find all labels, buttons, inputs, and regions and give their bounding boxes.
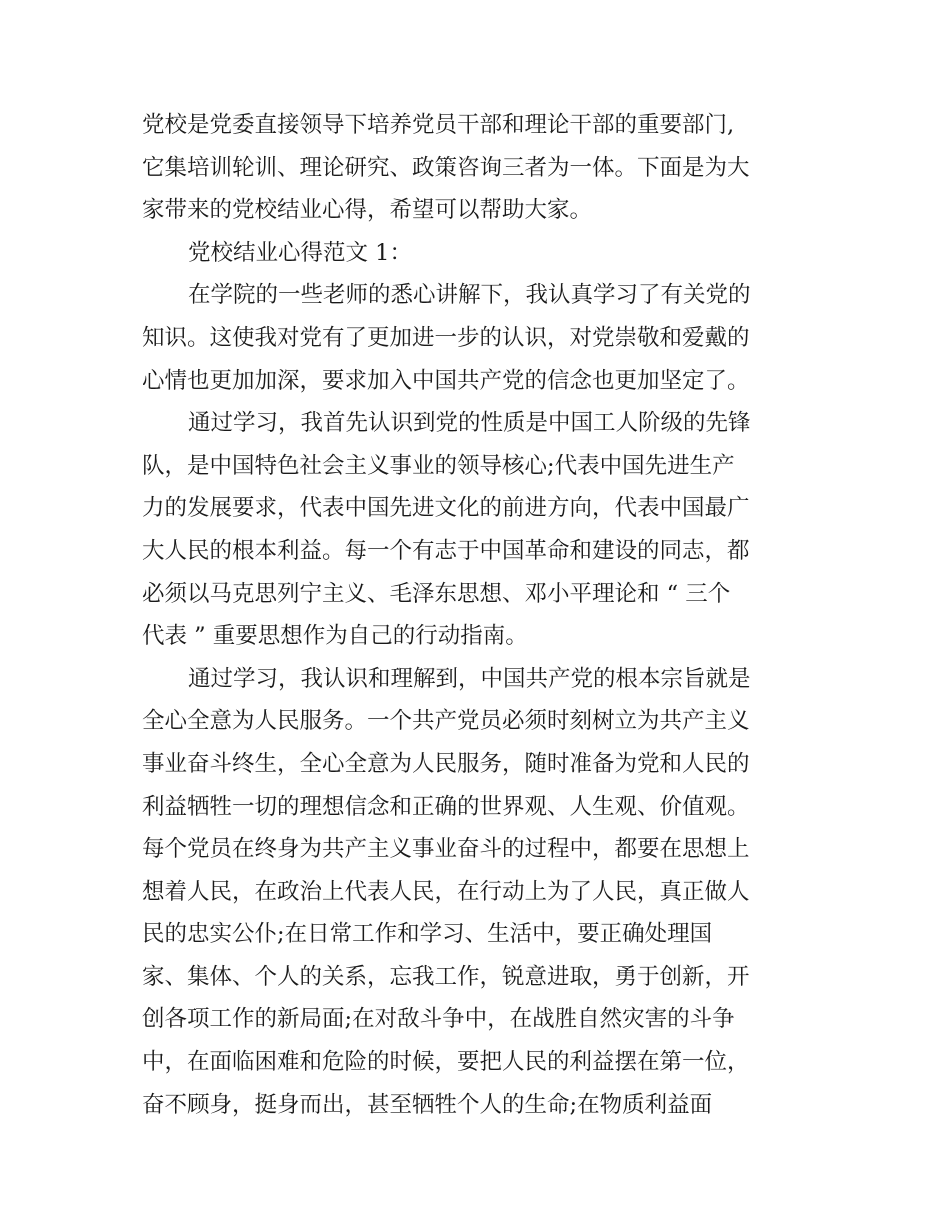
section-heading <box>142 232 822 275</box>
text-line: 通过学习，我认识和理解到，中国共产党的根本宗旨就是 <box>188 665 751 692</box>
text-line: 队，是中国特色社会主义事业的领导核心;代表中国先进生产 <box>142 452 735 479</box>
text-line: 全心全意为人民服务。一个共产党员必须时刻树立为共产主义 <box>142 708 750 735</box>
text-line: 力的发展要求，代表中国先进文化的前进方向，代表中国最广 <box>142 495 750 522</box>
paragraph <box>142 274 822 402</box>
text-line: 必须以马克思列宁主义、毛泽东思想、邓小平理论和 “ 三个 <box>142 580 731 607</box>
text-line: 通过学习，我首先认识到党的性质是中国工人阶级的先锋 <box>188 410 751 437</box>
text-line: 事业奋斗终生，全心全意为人民服务，随时准备为党和人民的 <box>142 750 750 777</box>
text-line: 民的忠实公仆;在日常工作和学习、生活中，要正确处理国 <box>142 921 713 948</box>
text-line: 家带来的党校结业心得，希望可以帮助大家。 <box>142 197 593 224</box>
text-line: 心情也更加加深，要求加入中国共产党的信念也更加坚定了。 <box>142 367 750 394</box>
text-line: 创各项工作的新局面;在对敌斗争中，在战胜自然灾害的斗争 <box>142 1006 735 1033</box>
intro-paragraph <box>142 104 822 232</box>
text-line: 在学院的一些老师的悉心讲解下，我认真学习了有关党的 <box>188 282 751 309</box>
document-body <box>142 104 822 1126</box>
text-line: 家、集体、个人的关系，忘我工作，锐意进取，勇于创新，开 <box>142 963 750 990</box>
text-line: 利益牺牲一切的理想信念和正确的世界观、人生观、价值观。 <box>142 793 750 820</box>
text-line: 想着人民，在政治上代表人民，在行动上为了人民，真正做人 <box>142 878 750 905</box>
text-line: 它集培训轮训、理论研究、政策咨询三者为一体。下面是为大 <box>142 154 750 181</box>
text-line: 大人民的根本利益。每一个有志于中国革命和建设的同志，都 <box>142 537 750 564</box>
text-line: 党校是党委直接领导下培养党员干部和理论干部的重要部门, <box>142 112 735 138</box>
heading-line: 党校结业心得范文 1： <box>188 239 412 266</box>
paragraph <box>142 402 822 658</box>
text-line: 每个党员在终身为共产主义事业奋斗的过程中，都要在思想上 <box>142 836 750 863</box>
text-line: 知识。这使我对党有了更加进一步的认识，对党崇敬和爱戴的 <box>142 324 750 351</box>
text-line: 奋不顾身，挺身而出，甚至牺牲个人的生命;在物质利益面 <box>142 1091 713 1118</box>
text-line: 中，在面临困难和危险的时候，要把人民的利益摆在第一位， <box>142 1049 750 1076</box>
text-line: 代表 ” 重要思想作为自己的行动指南。 <box>142 623 528 650</box>
paragraph <box>142 658 822 1127</box>
